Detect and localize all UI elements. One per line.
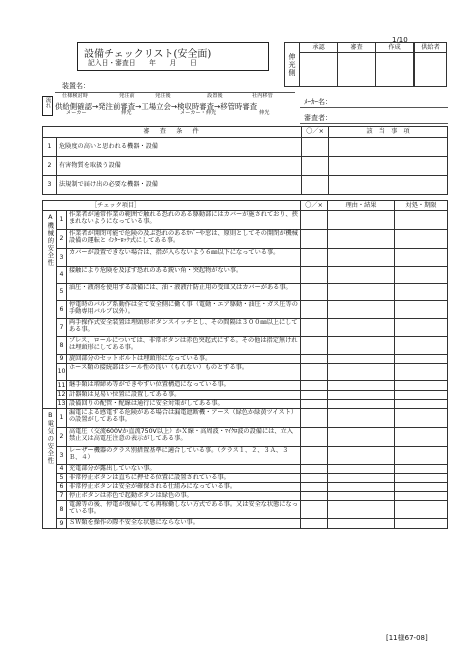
check-row (43, 301, 448, 319)
criteria-ox-header: 〇／× (302, 127, 329, 138)
check-row-action[interactable] (395, 301, 448, 319)
check-row-action[interactable] (395, 483, 448, 492)
criteria-row-text: 危険度の高いと思われる機器・設備 (57, 138, 302, 157)
check-row-no: 7 (57, 319, 67, 337)
check-row-no: 1 (57, 211, 67, 230)
check-row-text: 接触により危険を及ぼす恐れのある鋭い角・突起物がない事。 (67, 267, 301, 284)
section-b-label (43, 409, 57, 529)
check-row-ox[interactable] (301, 337, 328, 355)
check-row-reason[interactable] (328, 267, 395, 284)
check-row-ox[interactable] (301, 267, 328, 284)
check-row-reason[interactable] (328, 465, 395, 474)
check-row-text: 作業者が通常作業の範囲で触れる恐れのある駆動部にはカバーが施されており、挟まれないようになっている事。 (67, 211, 301, 230)
check-row-no: 13 (57, 400, 66, 408)
review-header: 審査 (338, 43, 376, 53)
check-row (43, 249, 448, 267)
check-row-action[interactable] (395, 211, 448, 230)
check-row-ox[interactable] (301, 391, 328, 400)
check-row-no: 8 (57, 337, 67, 355)
check-row-reason[interactable] (328, 483, 395, 492)
check-row-no: 9 (57, 355, 67, 364)
criteria-row-ox[interactable] (302, 176, 329, 195)
criteria-row-text: 法規制で届け出の必要な機器・設備 (57, 176, 302, 195)
check-row-action[interactable] (395, 319, 448, 337)
check-row (43, 474, 448, 483)
check-row-text: 電源等の後、停電が復帰しても再稼働しない方式である事。又は安全な状態になっている事。 (67, 501, 301, 519)
flow-bottom-4: 伸光 (259, 110, 270, 116)
check-row-ox[interactable] (301, 501, 328, 519)
check-row-reason[interactable] (328, 474, 395, 483)
form-code: [11様67-08] (386, 634, 428, 642)
page-number: 1/10 (392, 36, 408, 44)
check-row (43, 409, 448, 428)
check-row-action[interactable] (395, 284, 448, 301)
section-label-text: A機械的安全性 (46, 213, 55, 267)
check-row (43, 483, 448, 492)
check-row-ox[interactable] (301, 519, 328, 529)
criteria-row-ox[interactable] (302, 138, 329, 157)
check-row-action[interactable] (395, 519, 448, 529)
check-row-ox[interactable] (301, 447, 328, 465)
check-row (43, 492, 448, 501)
check-row-no: 4 (57, 267, 67, 284)
check-row-no: 3 (57, 447, 67, 465)
check-row (43, 391, 448, 400)
flow-label (42, 96, 53, 116)
check-row-no: 5 (57, 474, 67, 483)
check-row-reason[interactable] (328, 301, 395, 319)
section-a-label (43, 211, 57, 409)
reviewer-label: 審査者： (304, 114, 332, 122)
check-row-action[interactable] (395, 381, 448, 391)
check-row-text: 漏電による感電する危険がある場合は漏電遮断機・アース（緑色か緑黄ツイスト）の設置がしてある事。 (67, 409, 301, 428)
check-row-no: 9 (57, 519, 67, 529)
check-row-reason[interactable] (328, 400, 395, 409)
check-row-ox[interactable] (301, 492, 328, 501)
flow-top-3: 発注後 (155, 93, 171, 99)
check-row-no: 7 (57, 492, 67, 501)
check-row-action[interactable] (395, 492, 448, 501)
check-row-no: 6 (57, 301, 67, 319)
check-row-ox[interactable] (301, 465, 328, 474)
check-row-ox[interactable] (301, 249, 328, 267)
check-row-reason[interactable] (328, 319, 395, 337)
approval-table (284, 42, 414, 87)
check-row (43, 211, 448, 230)
flow-bottom-2: 伸光 (121, 110, 132, 116)
check-row-reason[interactable] (328, 230, 395, 249)
criteria-table (42, 126, 448, 195)
check-row-no: 2 (57, 428, 67, 447)
check-row-ox[interactable] (301, 319, 328, 337)
check-row-reason[interactable] (328, 381, 395, 391)
check-row-text: 油圧・液剤を使用する設備には、油・液液汁防止用の受皿又はカバーがある事。 (67, 284, 301, 301)
criteria-row-no: 1 (43, 138, 57, 157)
check-row-ox[interactable] (301, 400, 328, 409)
entry-date-row: 記入日・審査日 年 月 日 (88, 59, 197, 67)
criteria-row (43, 176, 448, 195)
check-row (43, 447, 448, 465)
criteria-header: 審 査 条 件 (43, 127, 302, 138)
flow-top-2: 発注前 (119, 93, 135, 99)
review-stamp-cell[interactable] (338, 53, 376, 87)
supplier-stamp-cell[interactable] (415, 53, 447, 87)
check-row-no: 12 (57, 391, 66, 399)
criteria-row-detail[interactable] (329, 157, 448, 176)
check-row-action[interactable] (395, 355, 448, 364)
check-row-no: 10 (57, 364, 67, 381)
check-row-reason[interactable] (328, 428, 395, 447)
check-row-text: 継手類は増締め等ができやすい位置構造になっている事。 (67, 381, 301, 391)
check-reason-header: 理由・結果 (328, 201, 395, 211)
check-row-action[interactable] (395, 337, 448, 355)
check-row (43, 230, 448, 249)
title-block (77, 42, 269, 71)
flow-step-3: →工場立会 (135, 102, 171, 111)
check-row-action[interactable] (395, 465, 448, 474)
check-row-reason[interactable] (328, 409, 395, 428)
check-row-action[interactable] (395, 364, 448, 381)
check-row (43, 519, 448, 529)
criteria-row-ox[interactable] (302, 157, 329, 176)
flow-step-4: →検収時審査 (170, 102, 215, 111)
check-row-no: 8 (57, 501, 67, 519)
check-row-reason[interactable] (328, 249, 395, 267)
criteria-row-no: 2 (43, 157, 57, 176)
check-row-reason[interactable] (328, 364, 395, 381)
check-row (43, 355, 448, 364)
check-row-ox[interactable] (301, 364, 328, 381)
check-row-no: 6 (57, 483, 67, 492)
check-row-text: プレス、ロールについては、非常ボタンは赤色突起式にする。その他は指定無けれは埋頭形にしてある事。 (67, 337, 301, 355)
check-row-no: 1 (57, 409, 67, 428)
check-row-ox[interactable] (301, 355, 328, 364)
approve-header: 承認 (300, 43, 338, 53)
check-row-text: 計器類は見易い位置に設置してある事。 (67, 391, 301, 400)
maker-label: ﾒｰｶｰ名： (304, 98, 332, 106)
check-row-reason[interactable] (328, 519, 395, 529)
check-row-text: 高電圧（交流600Vか直流750V以上）かＸ線・高周波・ﾏｲｸﾛ波の設備には、立入禁止又は高電圧注意の表示がしてある事。 (67, 428, 301, 447)
check-items-header: ［チェック項目］ (43, 201, 301, 211)
check-row-text: 停電時のバルブ系動作は全て安全側に働く事（電動・エア駆動・油圧・ガス圧等の手動専用バルブ以外）。 (67, 301, 301, 319)
check-row-ox[interactable] (301, 474, 328, 483)
criteria-row-no: 3 (43, 176, 57, 195)
document-title: 設備チェックリスト(安全面) (84, 49, 212, 60)
check-row-reason[interactable] (328, 284, 395, 301)
check-row-ox[interactable] (301, 301, 328, 319)
check-row-action[interactable] (395, 249, 448, 267)
check-row (43, 428, 448, 447)
criteria-row-detail[interactable] (329, 176, 448, 195)
check-row-no: 11 (57, 381, 66, 389)
check-row-text: 作業者が開閉可能で危険の及ぶ恐れのあるｶﾊﾞｰや窓は、原則としてその開閉が機械設備の運転と ｲﾝﾀｰﾛｯｸ式にしてある事。 (67, 230, 301, 249)
check-row-text: 両手操作式安全装置は埋頭形ボタンスイッチとし、その間隔は３００㎜以上にしてある事。 (67, 319, 301, 337)
check-row-text: ＳＷ類を操作の際不安全な状態にならない事。 (67, 519, 301, 529)
side-label: 伸光側 (288, 52, 297, 77)
check-row-reason[interactable] (328, 492, 395, 501)
check-ox-header: 〇／× (301, 201, 328, 211)
check-row (43, 364, 448, 381)
flow-step-1: 供給側確認 (55, 102, 92, 111)
check-row-ox[interactable] (301, 483, 328, 492)
check-row-reason[interactable] (328, 211, 395, 230)
supplier-table (414, 42, 447, 87)
create-header: 作成 (376, 43, 414, 53)
check-row-text: レーザー機器のクラス別措置基準に適合している事。（クラス１、２、３Ａ、３Ｂ、４） (67, 447, 301, 465)
flow-step-2: →発注前審査 (91, 102, 136, 111)
section-label-text: B電気の安全性 (46, 411, 55, 465)
check-row-text: ホース類の接続部はシール性の良い（もれない）ものとする事。 (67, 364, 301, 381)
check-row-reason[interactable] (328, 501, 395, 519)
check-row-no: 3 (57, 249, 67, 267)
check-row-reason[interactable] (328, 355, 395, 364)
check-row (43, 319, 448, 337)
check-table (42, 200, 448, 529)
check-row-ox[interactable] (301, 409, 328, 428)
flow-label-text: 流れ (44, 97, 51, 108)
check-row-reason[interactable] (328, 447, 395, 465)
flow-top-5: 社内移管 (252, 93, 273, 99)
check-row-no: 5 (57, 284, 67, 301)
criteria-row-text: 有害物質を取扱う設備 (57, 157, 302, 176)
check-row-text: 設備回りの配管・配線は通行に安全対策がしてある事。 (67, 400, 301, 409)
check-row-reason[interactable] (328, 391, 395, 400)
check-row-action[interactable] (395, 267, 448, 284)
flow-top-4: 設置後 (207, 93, 223, 99)
check-row-no: 4 (57, 465, 67, 474)
flow-bottom-1: メーカー (66, 110, 87, 116)
check-row (43, 284, 448, 301)
check-row-action[interactable] (395, 428, 448, 447)
check-row-action[interactable] (395, 447, 448, 465)
check-row-text: 非常停止ボタンは直ちに押せる位置に設置されている事。 (67, 474, 301, 483)
check-row-ox[interactable] (301, 230, 328, 249)
criteria-row (43, 138, 448, 157)
check-row-text: カバーが設置できない場合は、指が入らないよう６㎜以下になっている事。 (67, 249, 301, 267)
check-row (43, 400, 448, 409)
flow-top-1: 仕様検討時 (62, 93, 88, 99)
check-row (43, 337, 448, 355)
check-row (43, 465, 448, 474)
check-row-text: 非常停止ボタンは安全が確保される仕組みになっている事。 (67, 483, 301, 492)
device-name-label: 装置名： (62, 82, 90, 90)
check-row-ox[interactable] (301, 284, 328, 301)
check-row-action[interactable] (395, 474, 448, 483)
create-stamp-cell[interactable] (376, 53, 414, 87)
check-action-header: 対処・期限 (395, 201, 448, 211)
flow-step-5: →移管時審査 (214, 102, 258, 111)
check-row-ox[interactable] (301, 211, 328, 230)
maker-underline (300, 107, 448, 108)
check-row-ox[interactable] (301, 428, 328, 447)
criteria-row-detail[interactable] (329, 138, 448, 157)
check-row-text: 停止ボタンは赤色で起動ボタンは緑色の事。 (67, 492, 301, 501)
check-row-action[interactable] (395, 501, 448, 519)
check-row (43, 381, 448, 391)
check-row-action[interactable] (395, 230, 448, 249)
check-row-action[interactable] (395, 409, 448, 428)
check-row (43, 267, 448, 284)
approve-stamp-cell[interactable] (300, 53, 338, 87)
check-row-reason[interactable] (328, 337, 395, 355)
check-row-text: 旋回部分のセットボルトは埋頭形になっている事。 (67, 355, 301, 364)
check-row-text: 充電部分が露出していない事。 (67, 465, 301, 474)
supplier-header: 供給者 (415, 43, 447, 53)
check-row-ox[interactable] (301, 381, 328, 391)
check-row-action[interactable] (395, 400, 448, 409)
check-row-no: 2 (57, 230, 67, 249)
criteria-row (43, 157, 448, 176)
check-row (43, 501, 448, 519)
flow-bottom-3: メーカー・伸光 (180, 110, 217, 116)
criteria-detail-header: 該 当 事 項 (329, 127, 448, 138)
check-row-action[interactable] (395, 391, 448, 400)
reviewer-underline (300, 123, 448, 124)
